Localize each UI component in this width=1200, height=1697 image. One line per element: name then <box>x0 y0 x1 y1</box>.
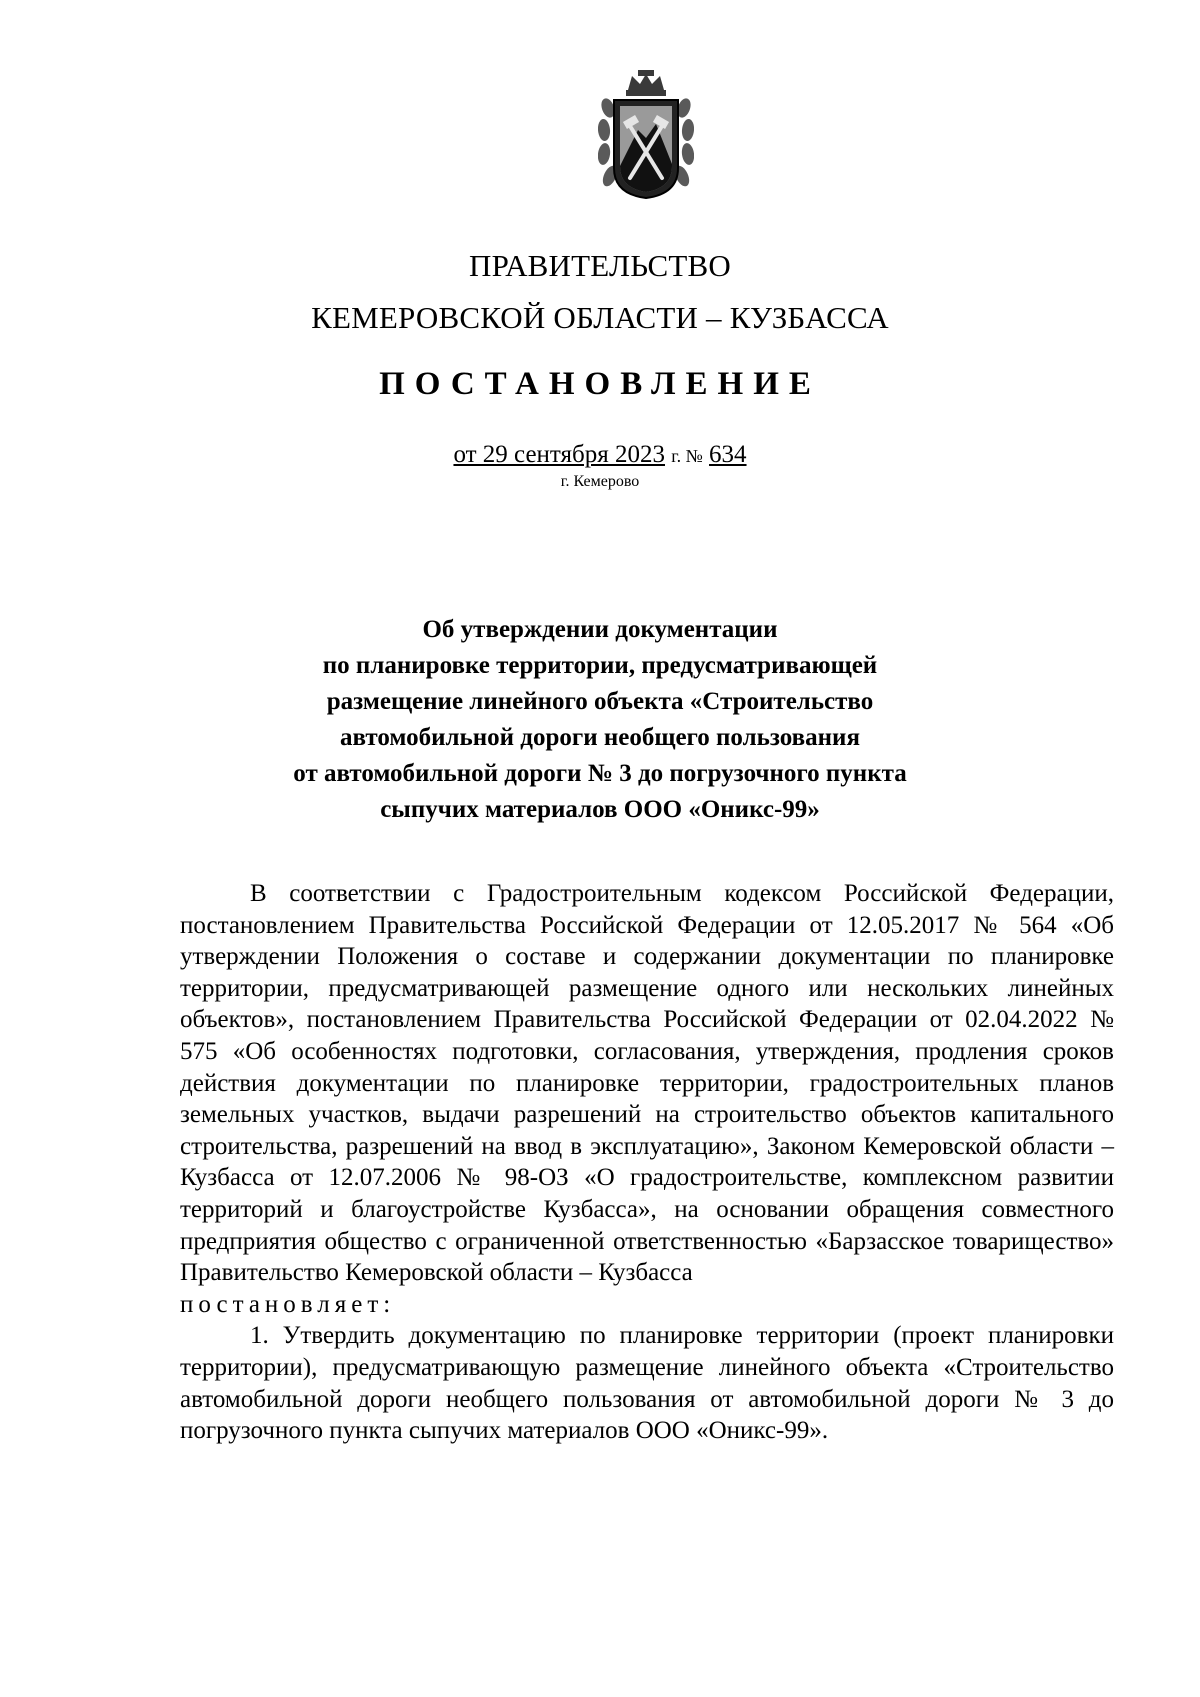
decree-subject <box>0 612 1200 828</box>
coat-of-arms-emblem <box>598 68 694 202</box>
subject-line: по планировке территории, предусматривающей <box>322 652 878 679</box>
subject-line: размещение линейного объекта «Строительство <box>326 688 874 715</box>
decree-year-suffix: г. № <box>671 446 703 466</box>
government-title <box>0 240 1200 344</box>
government-title-line2: КЕМЕРОВСКОЙ ОБЛАСТИ – КУЗБАССА <box>311 300 889 335</box>
preamble-paragraph: В соответствии с Градостроительным кодексом Российской Федерации, постановлением Правительства Российской Федерации от 12.05.2017 № 564 «Об утверждении Положения о составе и содержании документации по планировке территории, предусматривающей размещение одного или нескольких линейных объектов», постановлением Правительства Российской Федерации от 02.04.2022 № 575 «Об особенностях подготовки, согласования, утверждения, продления сроков действия документации по планировке территории, градостроительных планов земельных участков, выдачи разрешений на строительство объектов капитального строительства, разрешений на ввод в эксплуатацию», Законом Кемеровской области – Кузбасса от 12.07.2006 № 98-ОЗ «О градостроительстве, комплексном развитии территорий и благоустройстве Кузбасса», на основании обращения совместного предприятия общество с ограниченной ответственностью «Барзасское товарищество» Правительство Кемеровской области – Кузбасса <box>180 880 1114 1287</box>
decree-type-heading: ПОСТАНОВЛЕНИЕ <box>379 366 821 402</box>
resolves-word: постановляет: <box>180 1290 396 1318</box>
decree-body <box>180 878 1114 1447</box>
item-1-paragraph: 1. Утвердить документацию по планировке территории (проект планировки территории), предусматривающую размещение линейного объекта «Строительство автомобильной дороги необщего пользования от автомобильной дороги № 3 до погрузочного пункта сыпучих материалов ООО «Оникс-99». <box>180 1322 1114 1445</box>
decree-city: г. Кемерово <box>560 473 640 490</box>
subject-line: от автомобильной дороги № 3 до погрузочного пункта <box>293 760 907 787</box>
decree-date-number <box>0 440 1200 471</box>
decree-date: от 29 сентября 2023 <box>453 441 665 468</box>
subject-line: автомобильной дороги необщего пользования <box>340 724 860 751</box>
government-title-line1: ПРАВИТЕЛЬСТВО <box>469 248 731 283</box>
subject-line: сыпучих материалов ООО «Оникс-99» <box>380 796 820 823</box>
subject-line: Об утверждении документации <box>422 616 778 643</box>
decree-number: 634 <box>709 441 747 468</box>
